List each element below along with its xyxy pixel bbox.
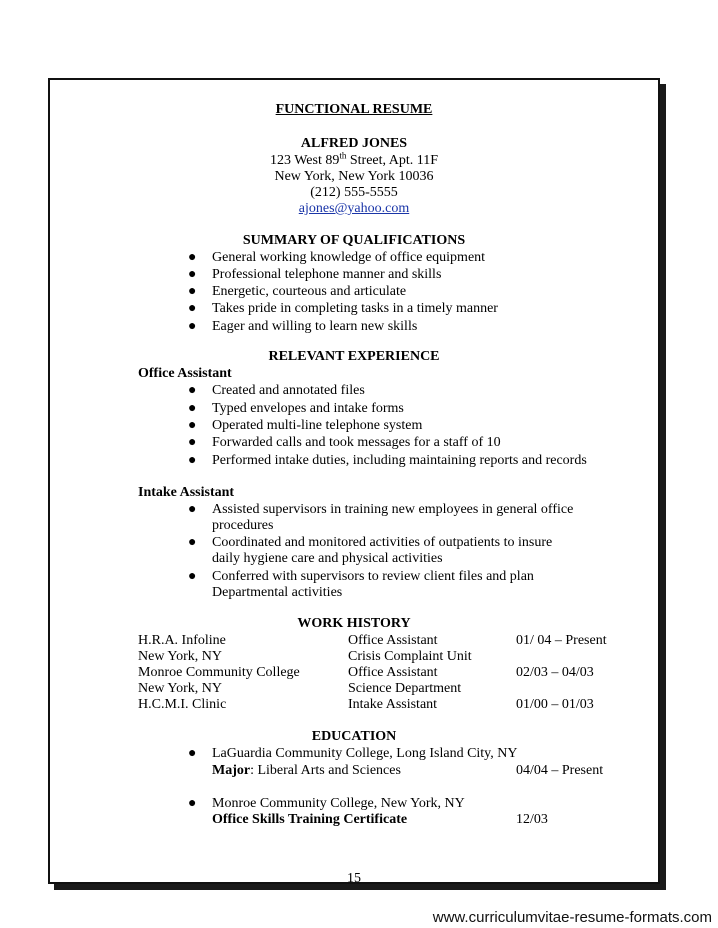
bullet-icon: ●: [188, 569, 197, 584]
experience-item-text: Coordinated and monitored activities of outpatients to insure: [212, 535, 553, 550]
work-history-position: Office Assistant: [348, 665, 438, 680]
education-major-label: Major: [212, 763, 251, 778]
email-link[interactable]: ajones@yahoo.com: [298, 201, 410, 216]
phone-number: (212) 555-5555: [310, 185, 398, 200]
education-school: LaGuardia Community College, Long Island City, NY: [212, 746, 518, 761]
education-heading: EDUCATION: [311, 729, 397, 744]
work-history-dates: 01/ 04 – Present: [516, 633, 607, 648]
work-history-dates: 02/03 – 04/03: [516, 665, 594, 680]
bullet-icon: ●: [188, 746, 197, 761]
work-history-employer: H.R.A. Infoline: [138, 633, 226, 648]
bullet-icon: ●: [188, 453, 197, 468]
experience-item-text: daily hygiene care and physical activities: [212, 551, 443, 566]
candidate-name: ALFRED JONES: [300, 136, 408, 151]
experience-item-text: Operated multi-line telephone system: [212, 418, 423, 433]
page-number: 15: [347, 871, 361, 886]
summary-item-text: Energetic, courteous and articulate: [212, 284, 407, 299]
summary-heading: SUMMARY OF QUALIFICATIONS: [242, 233, 466, 248]
education-dates: 04/04 – Present: [516, 763, 604, 778]
work-history-employer: Monroe Community College: [138, 665, 300, 680]
work-history-heading: WORK HISTORY: [297, 616, 411, 631]
bullet-icon: ●: [188, 267, 197, 282]
bullet-icon: ●: [188, 535, 197, 550]
bullet-icon: ●: [188, 796, 197, 811]
intake-assistant-heading: Intake Assistant: [138, 485, 235, 500]
work-history-employer: New York, NY: [138, 681, 223, 696]
summary-item-text: General working knowledge of office equipment: [212, 250, 486, 265]
experience-item-text: Typed envelopes and intake forms: [212, 401, 404, 416]
experience-item-text: Created and annotated files: [212, 383, 365, 398]
education-school: Monroe Community College, New York, NY: [212, 796, 465, 811]
bullet-icon: ●: [188, 250, 197, 265]
work-history-position: Office Assistant: [348, 633, 438, 648]
education-certificate: Office Skills Training Certificate: [212, 812, 408, 827]
bullet-icon: ●: [188, 435, 197, 450]
summary-item-text: Eager and willing to learn new skills: [212, 319, 418, 334]
work-history-dates: 01/00 – 01/03: [516, 697, 594, 712]
experience-item-text: Conferred with supervisors to review client files and plan: [212, 569, 534, 584]
bullet-icon: ●: [188, 301, 197, 316]
address-line-1: [48, 152, 660, 169]
bullet-icon: ●: [188, 502, 197, 517]
experience-item-text: Forwarded calls and took messages for a staff of 10: [212, 435, 501, 450]
summary-item-text: Professional telephone manner and skills: [212, 267, 442, 282]
address-street-rest: Street, Apt. 11F: [346, 153, 439, 168]
address-ordinal-suffix: th: [339, 150, 347, 161]
watermark-url: www.curriculumvitae-resume-formats.com: [432, 909, 712, 926]
email-container: [48, 200, 660, 217]
work-history-position: Intake Assistant: [348, 697, 438, 712]
experience-item-text: procedures: [212, 518, 274, 533]
work-history-position: Science Department: [348, 681, 462, 696]
bullet-icon: ●: [188, 284, 197, 299]
experience-item-text: Departmental activities: [212, 585, 343, 600]
bullet-icon: ●: [188, 418, 197, 433]
office-assistant-heading: Office Assistant: [138, 366, 232, 381]
work-history-position: Crisis Complaint Unit: [348, 649, 472, 664]
work-history-employer: H.C.M.I. Clinic: [138, 697, 227, 712]
bullet-icon: ●: [188, 319, 197, 334]
experience-heading: RELEVANT EXPERIENCE: [268, 349, 440, 364]
experience-item-text: Assisted supervisors in training new employees in general office: [212, 502, 574, 517]
education-dates: 12/03: [516, 812, 548, 827]
education-major: [212, 762, 401, 779]
address-line-2: New York, New York 10036: [274, 169, 434, 184]
education-major-detail: : Liberal Arts and Sciences: [250, 763, 401, 778]
experience-item-text: Performed intake duties, including maintaining reports and records: [212, 453, 587, 468]
work-history-employer: New York, NY: [138, 649, 223, 664]
resume-title: FUNCTIONAL RESUME: [275, 102, 433, 117]
address-street-number: 123 West 89: [269, 153, 340, 168]
bullet-icon: ●: [188, 383, 197, 398]
summary-item-text: Takes pride in completing tasks in a timely manner: [212, 301, 498, 316]
bullet-icon: ●: [188, 401, 197, 416]
